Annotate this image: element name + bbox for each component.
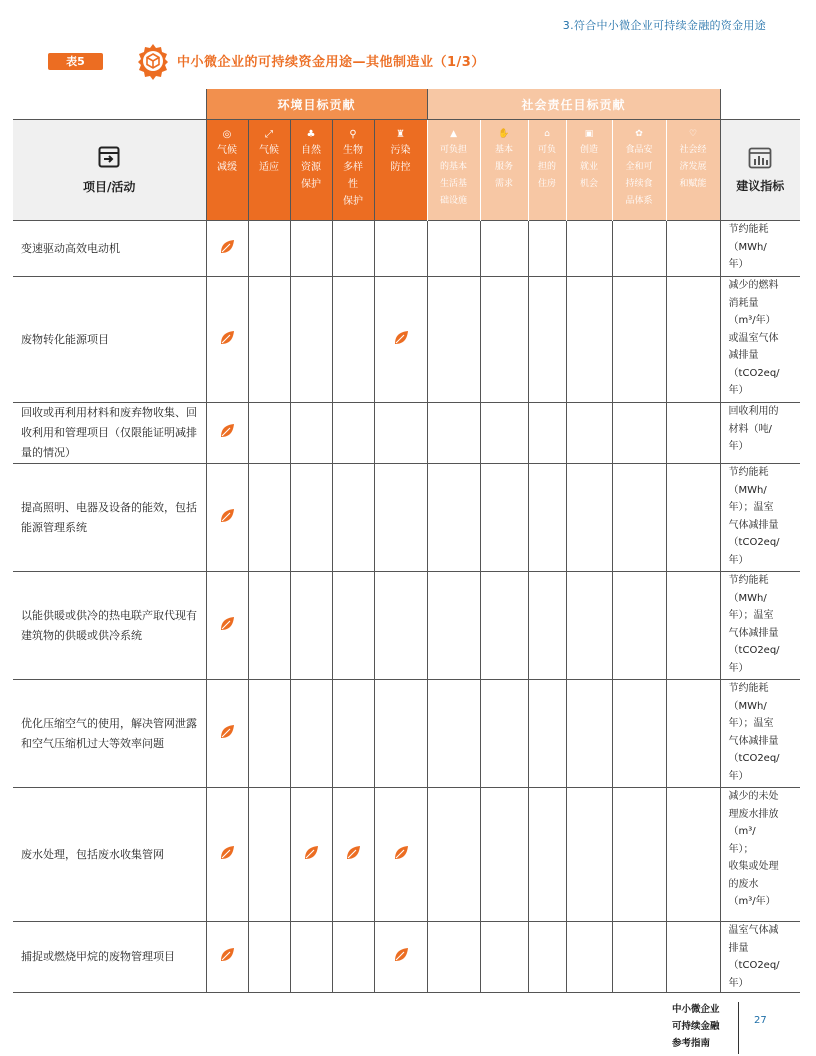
env-mark-cell <box>206 403 248 464</box>
soc-mark-cell <box>528 788 566 922</box>
soc-mark-cell <box>528 464 566 572</box>
section-path: 3.符合中小微企业可持续金融的资金用途 <box>562 19 766 32</box>
indicator-cell: 节约能耗 （MWh/ 年） <box>720 221 800 277</box>
col-soc-2 <box>528 120 566 221</box>
house-icon: ⌂ <box>544 129 550 139</box>
col-soc-1-label: 基本 服务 需求 <box>495 145 514 189</box>
env-mark-cell <box>374 403 427 464</box>
soc-mark-cell <box>666 788 720 922</box>
table-badge: 表5 <box>48 53 103 70</box>
soc-mark-cell <box>427 277 480 403</box>
env-mark-cell <box>206 788 248 922</box>
leaf-icon <box>393 947 409 963</box>
env-mark-cell <box>332 221 374 277</box>
env-mark-cell <box>248 403 290 464</box>
indicator-cell: 节约能耗 （MWh/ 年）；温室 气体减排量 （tCO2eq/ 年） <box>720 680 800 788</box>
soc-mark-cell <box>612 572 666 680</box>
soc-mark-cell <box>528 277 566 403</box>
leaf-icon <box>393 845 409 861</box>
factory-icon: ♜ <box>396 129 405 140</box>
activity-cell: 变速驱动高效电动机 <box>13 221 206 277</box>
col-env-2-label: 自然 资源 保护 <box>301 145 321 190</box>
soc-mark-cell <box>612 922 666 993</box>
soc-mark-cell <box>427 922 480 993</box>
env-mark-cell <box>206 277 248 403</box>
env-mark-cell <box>332 788 374 922</box>
env-mark-cell <box>332 680 374 788</box>
soc-mark-cell <box>666 221 720 277</box>
col-soc-3-label: 创造 就业 机会 <box>580 145 599 189</box>
col-soc-2-label: 可负 担的 住房 <box>538 145 557 189</box>
wheat-icon: ✿ <box>635 129 643 139</box>
activity-cell: 提高照明、电器及设备的能效，包括能源管理系统 <box>13 464 206 572</box>
leaf-icon <box>219 947 235 963</box>
env-mark-cell <box>374 277 427 403</box>
table-row <box>13 922 800 993</box>
activity-cell: 废物转化能源项目 <box>13 277 206 403</box>
activity-cell: 废水处理，包括废水收集管网 <box>13 788 206 922</box>
env-mark-cell <box>206 572 248 680</box>
env-mark-cell <box>332 922 374 993</box>
soc-mark-cell <box>566 221 612 277</box>
indicator-cell: 温室气体减 排量 （tCO2eq/ 年） <box>720 922 800 993</box>
env-mark-cell <box>374 221 427 277</box>
env-mark-cell <box>248 788 290 922</box>
leaf-icon <box>219 845 235 861</box>
indicator-cell: 回收利用的 材料（吨/ 年） <box>720 403 800 464</box>
soc-mark-cell <box>528 403 566 464</box>
leaf-icon <box>393 330 409 346</box>
env-mark-cell <box>248 680 290 788</box>
leaf-icon <box>219 616 235 632</box>
activity-column-label: 项目/活动 <box>83 179 136 194</box>
col-env-4-label: 污染 防控 <box>390 145 411 173</box>
table-row <box>13 221 800 277</box>
soc-mark-cell <box>528 680 566 788</box>
table-row <box>13 572 800 680</box>
env-mark-cell <box>332 572 374 680</box>
env-mark-cell <box>374 572 427 680</box>
soc-mark-cell <box>480 277 528 403</box>
list-icon <box>98 146 120 168</box>
soc-mark-cell <box>566 788 612 922</box>
hands-icon: ♡ <box>688 129 698 139</box>
gear-box-icon <box>134 42 172 80</box>
leaf-icon <box>219 724 235 740</box>
env-mark-cell <box>290 680 332 788</box>
leaf-icon <box>219 508 235 524</box>
soc-mark-cell <box>666 464 720 572</box>
col-env-0-label: 气候 减缓 <box>217 145 237 173</box>
env-mark-cell <box>206 464 248 572</box>
col-soc-4-label: 食品安 全和可 持续食 品体系 <box>625 145 653 206</box>
soc-mark-cell <box>566 680 612 788</box>
col-soc-5-label: 社会经 济发展 和赋能 <box>679 145 707 189</box>
group-env-header: 环境目标贡献 <box>206 89 427 120</box>
col-soc-4 <box>612 120 666 221</box>
env-mark-cell <box>290 221 332 277</box>
env-mark-cell <box>374 680 427 788</box>
soc-mark-cell <box>612 788 666 922</box>
env-mark-cell <box>332 277 374 403</box>
indicator-cell: 节约能耗 （MWh/ 年）；温室 气体减排量 （tCO2eq/ 年） <box>720 572 800 680</box>
soc-mark-cell <box>666 403 720 464</box>
soc-mark-cell <box>480 922 528 993</box>
soc-mark-cell <box>480 403 528 464</box>
page-title: 中小微企业的可持续资金用途—其他制造业（1/3） <box>177 55 485 70</box>
footer-line-3: 参考指南 <box>672 1038 711 1049</box>
tree-icon: ♣ <box>306 129 316 140</box>
env-mark-cell <box>290 788 332 922</box>
service-icon: ✋ <box>498 129 510 139</box>
soc-mark-cell <box>666 277 720 403</box>
env-mark-cell <box>248 922 290 993</box>
env-mark-cell <box>248 572 290 680</box>
soc-mark-cell <box>666 922 720 993</box>
briefcase-icon: ▣ <box>584 129 594 139</box>
soc-mark-cell <box>566 572 612 680</box>
road-icon: ▲ <box>450 129 457 139</box>
table-body <box>13 221 800 993</box>
env-mark-cell <box>248 221 290 277</box>
col-env-2 <box>290 120 332 221</box>
soc-mark-cell <box>427 221 480 277</box>
soc-mark-cell <box>480 464 528 572</box>
activity-cell: 优化压缩空气的使用，解决管网泄露和空气压缩机过大等效率问题 <box>13 680 206 788</box>
soc-mark-cell <box>427 788 480 922</box>
location-pin-icon: ⚲ <box>349 129 357 140</box>
env-mark-cell <box>374 788 427 922</box>
table-row <box>13 680 800 788</box>
soc-mark-cell <box>566 403 612 464</box>
soc-mark-cell <box>528 572 566 680</box>
table-row <box>13 403 800 464</box>
col-env-1 <box>248 120 290 221</box>
env-mark-cell <box>206 680 248 788</box>
footer-line-2: 可持续金融 <box>672 1021 720 1032</box>
bar-chart-icon <box>748 147 772 169</box>
soc-mark-cell <box>612 680 666 788</box>
footer-line-1: 中小微企业 <box>672 1004 720 1015</box>
soc-mark-cell <box>480 680 528 788</box>
env-mark-cell <box>374 464 427 572</box>
indicator-column-label: 建议指标 <box>736 178 785 193</box>
col-soc-0-label: 可负担 的基本 生活基 础设施 <box>440 145 468 206</box>
expand-arrows-icon: ⤢ <box>265 129 273 140</box>
col-soc-3 <box>566 120 612 221</box>
soc-mark-cell <box>612 464 666 572</box>
leaf-icon <box>219 239 235 255</box>
soc-mark-cell <box>480 572 528 680</box>
page-number: 27 <box>754 1015 767 1026</box>
use-of-proceeds-table <box>13 89 800 993</box>
env-mark-cell <box>206 922 248 993</box>
soc-mark-cell <box>427 572 480 680</box>
soc-mark-cell <box>480 221 528 277</box>
soc-mark-cell <box>427 464 480 572</box>
leaf-icon <box>345 845 361 861</box>
col-soc-1 <box>480 120 528 221</box>
env-mark-cell <box>290 277 332 403</box>
soc-mark-cell <box>612 277 666 403</box>
activity-column-header <box>13 120 206 221</box>
col-soc-0 <box>427 120 480 221</box>
env-mark-cell <box>332 464 374 572</box>
env-mark-cell <box>332 403 374 464</box>
soc-mark-cell <box>566 464 612 572</box>
activity-cell: 回收或再利用材料和废弃物收集、回收利用和管理项目（仅限能证明减排量的情况） <box>13 403 206 464</box>
soc-mark-cell <box>612 403 666 464</box>
env-mark-cell <box>290 572 332 680</box>
soc-mark-cell <box>528 922 566 993</box>
col-soc-5 <box>666 120 720 221</box>
soc-mark-cell <box>612 221 666 277</box>
env-mark-cell <box>290 464 332 572</box>
soc-mark-cell <box>566 922 612 993</box>
indicator-cell: 减少的燃料 消耗量 （m³/年） 或温室气体 减排量 （tCO2eq/ 年） <box>720 277 800 403</box>
soc-mark-cell <box>666 680 720 788</box>
soc-mark-cell <box>666 572 720 680</box>
soc-mark-cell <box>480 788 528 922</box>
soc-mark-cell <box>566 277 612 403</box>
table-row <box>13 788 800 922</box>
soc-mark-cell <box>427 403 480 464</box>
env-mark-cell <box>248 464 290 572</box>
col-env-4 <box>374 120 427 221</box>
soc-mark-cell <box>528 221 566 277</box>
footer-guide-title <box>672 1001 720 1052</box>
activity-cell: 以能供暖或供冷的热电联产取代现有建筑物的供暖或供冷系统 <box>13 572 206 680</box>
indicator-cell: 节约能耗 （MWh/ 年）；温室 气体减排量 （tCO2eq/ 年） <box>720 464 800 572</box>
target-icon: ◎ <box>222 129 232 140</box>
col-env-0 <box>206 120 248 221</box>
table-row <box>13 277 800 403</box>
col-env-3 <box>332 120 374 221</box>
indicator-cell: 减少的未处 理废水排放 （m³/ 年）； 收集或处理 的废水 （m³/年） <box>720 788 800 922</box>
table-row <box>13 464 800 572</box>
env-mark-cell <box>206 221 248 277</box>
footer-divider <box>738 1002 739 1054</box>
col-env-1-label: 气候 适应 <box>259 145 279 173</box>
indicator-column-header <box>720 120 800 221</box>
soc-mark-cell <box>427 680 480 788</box>
env-mark-cell <box>374 922 427 993</box>
leaf-icon <box>219 423 235 439</box>
leaf-icon <box>219 330 235 346</box>
env-mark-cell <box>290 922 332 993</box>
leaf-icon <box>303 845 319 861</box>
env-mark-cell <box>290 403 332 464</box>
col-env-3-label: 生物 多样 性 保护 <box>343 145 363 207</box>
env-mark-cell <box>248 277 290 403</box>
activity-cell: 捕捉或燃烧甲烷的废物管理项目 <box>13 922 206 993</box>
group-soc-header: 社会责任目标贡献 <box>427 89 720 120</box>
